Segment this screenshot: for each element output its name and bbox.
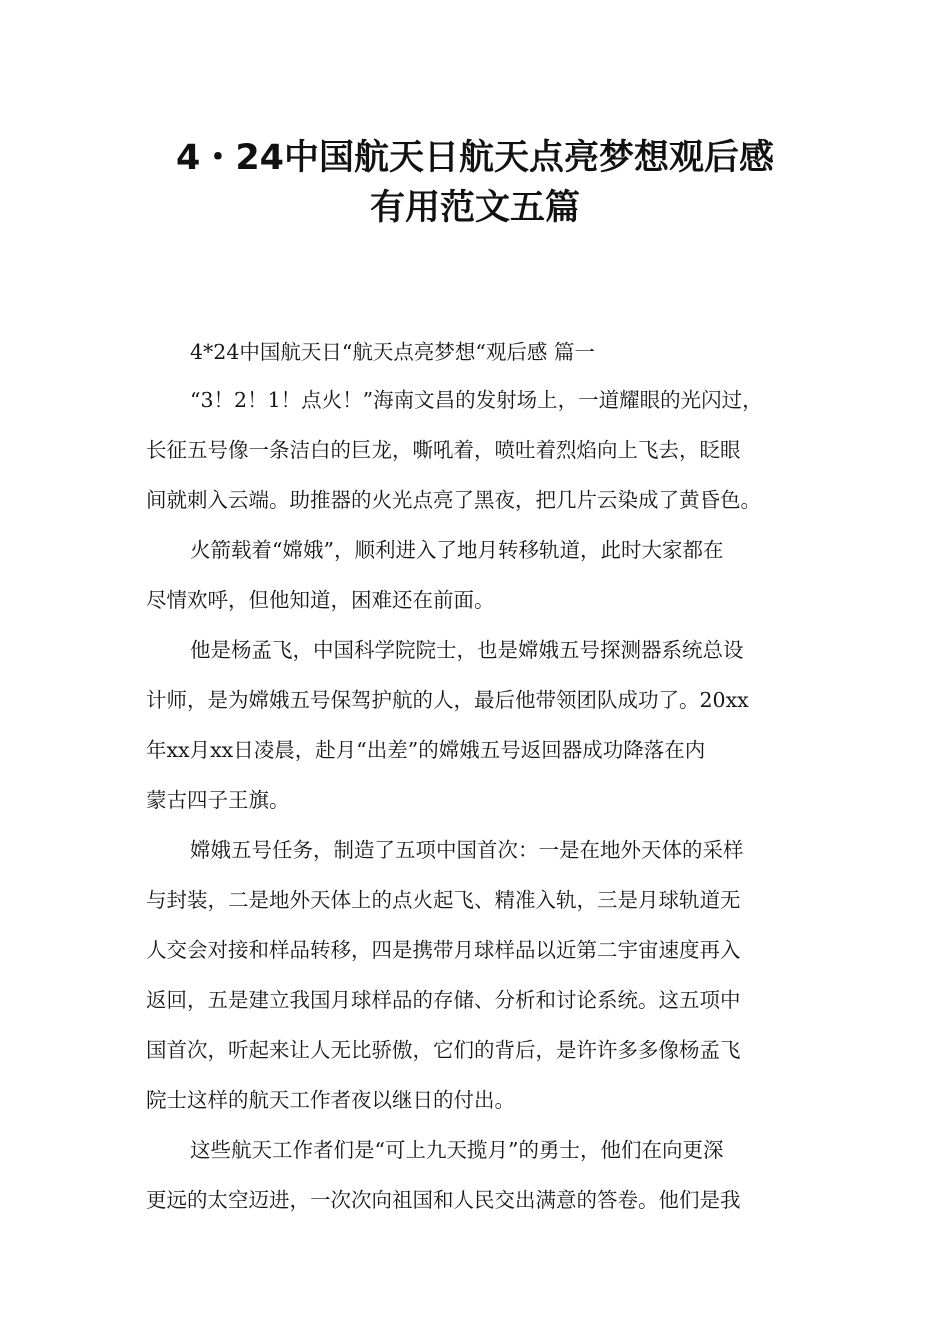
document-title-line-1: 4・24中国航天日航天点亮梦想观后感 <box>175 138 775 178</box>
paragraph-line: 更远的太空迈进，一次次向祖国和人民交出满意的答卷。他们是我 <box>146 1188 741 1212</box>
paragraph-line: 院士这样的航天工作者夜以继日的付出。 <box>146 1088 515 1112</box>
section-heading: 4*24中国航天日“航天点亮梦想“观后感 篇一 <box>190 340 595 364</box>
paragraph-line: 计师，是为嫦娥五号保驾护航的人，最后他带领团队成功了。20xx <box>146 688 749 712</box>
paragraph-line: 嫦娥五号任务，制造了五项中国首次：一是在地外天体的采样 <box>190 838 744 862</box>
paragraph-line: 与封装，二是地外天体上的点火起飞、精准入轨，三是月球轨道无 <box>146 888 741 912</box>
document-title-line-2: 有用范文五篇 <box>369 188 580 228</box>
paragraph-line: 人交会对接和样品转移，四是携带月球样品以近第二宇宙速度再入 <box>146 938 741 962</box>
paragraph-line: 他是杨孟飞，中国科学院院士，也是嫦娥五号探测器系统总设 <box>190 638 744 662</box>
paragraph-line: 长征五号像一条洁白的巨龙，嘶吼着，喷吐着烈焰向上飞去，眨眼 <box>146 438 741 462</box>
paragraph-line: 国首次，听起来让人无比骄傲，它们的背后，是许许多多像杨孟飞 <box>146 1038 741 1062</box>
paragraph-line: 尽情欢呼，但他知道，困难还在前面。 <box>146 588 495 612</box>
document-body <box>146 0 816 1344</box>
paragraph-line: 蒙古四子王旗。 <box>146 788 290 812</box>
paragraph-line: 间就刺入云端。助推器的火光点亮了黑夜，把几片云染成了黄昏色。 <box>146 488 761 512</box>
paragraph-line: 火箭载着“嫦娥”，顺利进入了地月转移轨道，此时大家都在 <box>190 538 724 562</box>
paragraph-line: 返回，五是建立我国月球样品的存储、分析和讨论系统。这五项中 <box>146 988 741 1012</box>
paragraph-line: “3！2！1！点火！”海南文昌的发射场上，一道耀眼的光闪过， <box>190 388 763 412</box>
paragraph-line: 年xx月xx日凌晨，赴月“出差”的嫦娥五号返回器成功降落在内 <box>146 738 706 762</box>
paragraph-line: 这些航天工作者们是“可上九天揽月”的勇士，他们在向更深 <box>190 1138 724 1162</box>
